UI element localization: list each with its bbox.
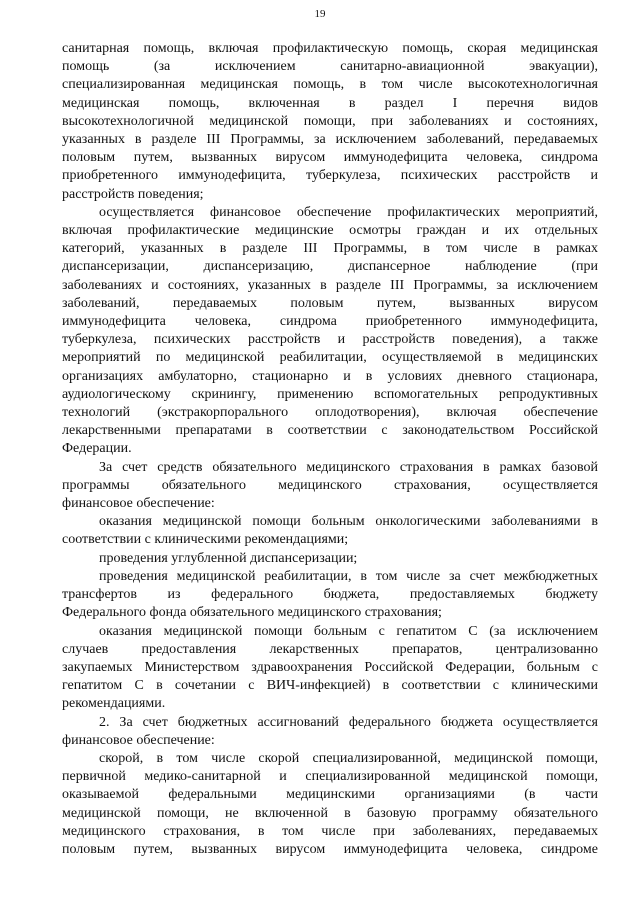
text-line: оказания медицинской помощи больным онкологическими заболеваниями в <box>99 514 598 530</box>
text-line: указанных в разделе III Программы, за исключением заболеваний, передаваемых <box>62 132 598 148</box>
text-line: лекарственными препаратами в соответствии с законодательством Российской <box>62 423 598 439</box>
text-line: половым путем, вызванных вирусом иммунодефицита человека, синдроме <box>62 841 598 857</box>
text-line: категорий, указанных в разделе III Программы, в том числе в рамках <box>62 241 598 257</box>
text-line: специализированная медицинская помощь, в том числе высокотехнологичная <box>62 77 598 93</box>
text-line: медицинской помощи, не включенной в базовую программу обязательного <box>62 805 598 821</box>
text-line: 2. За счет бюджетных ассигнований федерального бюджета осуществляется <box>99 714 598 730</box>
text-line: санитарная помощь, включая профилактическую помощь, скорая медицинская <box>62 41 598 56</box>
text-line: программы обязательного медицинского страхования, осуществляется <box>62 477 598 493</box>
text-line: финансовое обеспечение: <box>62 496 215 512</box>
text-line: Федерального фонда обязательного медицинского страхования; <box>62 605 442 621</box>
text-line: трансфертов из федерального бюджета, предоставляемых бюджету <box>62 587 598 603</box>
text-line: включая профилактические медицинские осмотры граждан и их отдельных <box>62 223 598 239</box>
document-body <box>62 40 598 859</box>
text-line: проведения медицинской реабилитации, в том числе за счет межбюджетных <box>99 568 598 584</box>
text-line: За счет средств обязательного медицинского страхования в рамках базовой <box>99 459 598 475</box>
text-line: иммунодефицита человека, синдрома приобретенного иммунодефицита, <box>62 314 598 330</box>
text-line: случаев предоставления лекарственных препаратов, централизованно <box>62 641 598 657</box>
text-line: осуществляется финансовое обеспечение профилактических мероприятий, <box>99 204 598 220</box>
text-line: высокотехнологичной медицинской помощи, при заболеваниях и состояниях, <box>62 113 598 129</box>
text-line: диспансеризации, диспансеризацию, диспансерное наблюдение (при <box>62 259 598 275</box>
text-line: финансовое обеспечение: <box>62 732 215 748</box>
text-line: проведения углубленной диспансеризации; <box>99 550 358 566</box>
text-line: соответствии с клиническими рекомендациями; <box>62 532 349 548</box>
text-line: половым путем, вызванных вирусом иммунодефицита человека, синдрома <box>62 150 598 166</box>
page-number: 19 <box>314 8 326 20</box>
text-line: приобретенного иммунодефицита, туберкулеза, психических расстройств и <box>62 168 598 184</box>
text-line: оказываемой федеральными медицинскими организациями (в части <box>62 787 598 803</box>
text-line: заболеваний, передаваемых половым путем, вызванных вирусом <box>62 295 598 311</box>
text-line: медицинская помощь, включенная в раздел I перечня видов <box>62 95 598 111</box>
text-line: медицинского страхования, в том числе при заболеваниях, передаваемых <box>62 823 598 839</box>
text-line: скорой, в том числе скорой специализированной, медицинской помощи, <box>99 750 598 766</box>
text-line: закупаемых Министерством здравоохранения Российской Федерации, больным с <box>62 659 598 675</box>
text-line: первичной медико-санитарной и специализированной медицинской помощи, <box>62 769 598 785</box>
text-line: организациях амбулаторно, стационарно и в условиях дневного стационара, <box>62 368 598 384</box>
text-line: помощь (за исключением санитарно-авиационной эвакуации), <box>62 59 598 75</box>
text-line: мероприятий по медицинской реабилитации, осуществляемой в медицинских <box>62 350 598 366</box>
text-line: заболеваниях и состояниях, указанных в разделе III Программы, за исключением <box>62 277 598 293</box>
text-line: аудиологическому скринингу, применению вспомогательных репродуктивных <box>62 386 598 402</box>
text-line: рекомендациями. <box>62 696 166 712</box>
text-line: технологий (экстракорпорального оплодотворения), включая обеспечение <box>62 405 598 421</box>
text-line: туберкулеза, психических расстройств и расстройств поведения), а также <box>62 332 598 348</box>
text-line: расстройств поведения; <box>62 186 204 202</box>
text-line: Федерации. <box>62 441 132 457</box>
text-line: оказания медицинской помощи больным с гепатитом С (за исключением <box>99 623 598 639</box>
text-line: гепатитом С в сочетании с ВИЧ-инфекцией) в соответствии с клиническими <box>62 678 598 694</box>
